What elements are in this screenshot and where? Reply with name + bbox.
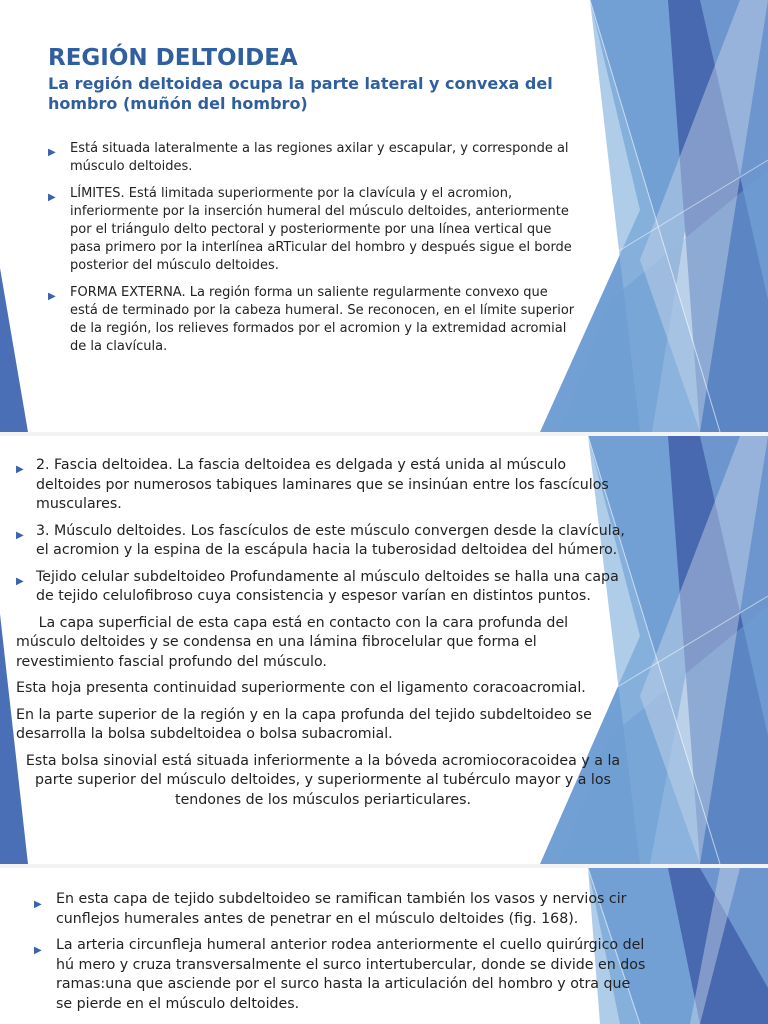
slide-1 bbox=[0, 0, 768, 432]
list-item: ▶ En esta capa de tejido subdeltoideo se ramifican también los vasos y nervios cir cunflejos humerales antes de penetrar en el músculo deltoides (fig. 168). bbox=[34, 891, 627, 927]
triangle-right-icon: ▶ bbox=[48, 147, 56, 158]
triangle-right-icon: ▶ bbox=[16, 529, 24, 541]
slide-2 bbox=[0, 436, 768, 864]
list-item: ▶ Está situada lateralmente a las regiones axilar y escapular, y corresponde al músculo deltoides. bbox=[48, 141, 569, 174]
list-item: ▶ Tejido celular subdeltoideo Profundamente al músculo deltoides se halla una capa de tejido celulofibroso cuya consistencia y espesor varían en distintos puntos. bbox=[16, 568, 619, 604]
list-item: ▶ 3. Músculo deltoides. Los fascículos de este músculo convergen desde la clavícula, el acromion y la espina de la escápula hacia la tuberosidad deltoidea del húmero. bbox=[16, 522, 625, 558]
triangle-right-icon: ▶ bbox=[48, 192, 56, 203]
paragraph: La capa superficial de esta capa está en contacto con la cara profunda del músculo deltoides y se condensa en una lámina fibrocelular que forma el revestimiento fascial profundo del músculo. bbox=[16, 614, 573, 670]
slide-3 bbox=[0, 868, 768, 1024]
triangle-right-icon: ▶ bbox=[16, 575, 24, 587]
list-item: ▶ LÍMITES. Está limitada superiormente por la clavícula y el acromion, inferiormente por la inserción humeral del músculo deltoides, anteriormente por el triángulo delto pectoral y posteriormente por una línea vertical que pasa primero por la interlínea aRTicular del hombro y después sigue el borde posterior del músculo deltoides. bbox=[48, 186, 572, 273]
triangle-right-icon: ▶ bbox=[34, 945, 42, 956]
triangle-right-icon: ▶ bbox=[48, 291, 56, 302]
list-item: ▶ La arteria circunfleja humeral anterior rodea anteriormente el cuello quirúrgico del hú mero y cruza transversalmente el surco intertubercular, donde se divide en dos ramas:una que asciende por el surco hasta la articulación del hombro y otra que se pierde en el músculo deltoides. bbox=[34, 937, 646, 1012]
list-item: ▶ 2. Fascia deltoidea. La fascia deltoidea es delgada y está unida al músculo deltoides por numerosos tabiques laminares que se insinúan entre los fascículos musculares. bbox=[16, 457, 609, 512]
paragraph-centered: Esta bolsa sinovial está situada inferiormente a la bóveda acromiocoracoidea y a la parte superior del músculo deltoides, y superiormente al tubérculo mayor y a los tendones de los músculos periarticulares. bbox=[25, 752, 621, 808]
triangle-right-icon: ▶ bbox=[34, 899, 42, 910]
paragraph: En la parte superior de la región y en la capa profunda del tejido subdeltoideo se desarrolla la bolsa subdeltoidea o bolsa subacromial. bbox=[16, 706, 592, 742]
slide-title: REGIÓN DELTOIDEA bbox=[48, 45, 298, 71]
paragraph: Esta hoja presenta continuidad superiormente con el ligamento coracoacromial. bbox=[16, 680, 586, 696]
list-item: ▶ FORMA EXTERNA. La región forma un saliente regularmente convexo que está de terminado por la cabeza humeral. Se reconocen, en el límite superior de la región, los relieves formados por el acromion y la extremidad acromial de la clavícula. bbox=[48, 285, 575, 354]
triangle-right-icon: ▶ bbox=[16, 464, 24, 475]
slide-subtitle: La región deltoidea ocupa la parte lateral y convexa del hombro (muñón del hombro) bbox=[48, 74, 553, 113]
